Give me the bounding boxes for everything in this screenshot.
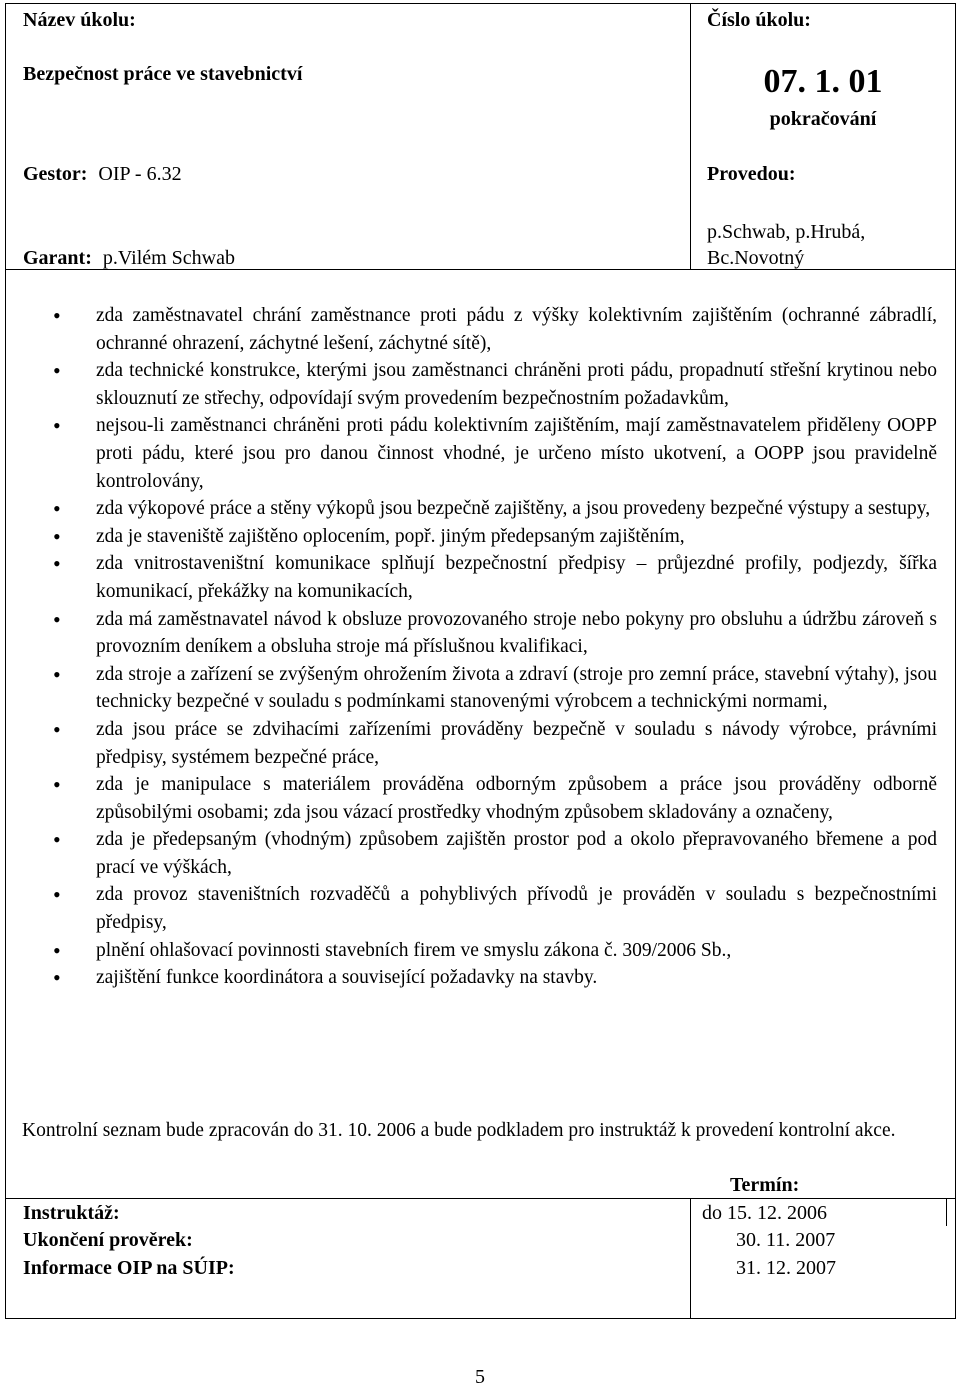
- list-item: • zda stroje a zařízení se zvýšeným ohrožením života a zdraví (stroje pro zemní práce, stavební výtahy), jsou technicky bezpečné v souladu s podmínkami stanovenými výrobcem a technickými normami,: [20, 661, 937, 716]
- list-item: • zda vnitrostaveništní komunikace splňují bezpečnostní předpisy – průjezdné profily, podjezdy, šířka komunikací, překážky na komunikacích,: [20, 550, 937, 605]
- list-item: • zda zaměstnavatel chrání zaměstnance proti pádu z výšky kolektivním zajištěním (ochranné zábradlí, ochranné ohrazení, záchytné lešení, záchytné sítě),: [20, 302, 937, 357]
- performed-label: Provedou:: [707, 163, 796, 185]
- closing-paragraph: Kontrolní seznam bude zpracován do 31. 10. 2006 a bude podkladem pro instruktáž k provedení kontrolní akce.: [22, 1120, 896, 1141]
- list-item: • zda provoz staveništních rozvaděčů a pohyblivých přívodů je prováděn v souladu s bezpečnostními předpisy,: [20, 881, 937, 936]
- list-item: • plnění ohlašovací povinnosti stavebních firem ve smyslu zákona č. 309/2006 Sb.,: [20, 937, 937, 965]
- gestor-value: OIP - 6.32: [98, 163, 182, 185]
- footer-value-instrukce: do 15. 12. 2006: [702, 1202, 827, 1224]
- footer-right-tick: [946, 1198, 947, 1226]
- list-item: • zda technické konstrukce, kterými jsou zaměstnanci chráněni proti pádu, propadnutí střešní krytinou nebo sklouznutí ze střechy, odpovídají svým provedením bezpečnostním požadavkům,: [20, 357, 937, 412]
- footer-label-instrukce: Instruktáž:: [23, 1202, 120, 1224]
- term-label: Termín:: [730, 1174, 800, 1196]
- list-item: • zda je manipulace s materiálem prováděna odborným způsobem a práce jsou prováděny odborně způsobilými osobami; zda jsou vázací prostředky vhodným způsobem skladovány a označeny,: [20, 771, 937, 826]
- task-name-label: Název úkolu:: [23, 9, 136, 31]
- footer-top-rule: [5, 1198, 956, 1199]
- task-number-label: Číslo úkolu:: [707, 9, 811, 31]
- continuation-label: pokračování: [769, 108, 877, 130]
- list-item: • zda je předepsaným (vhodným) způsobem zajištěn prostor pod a okolo přepravovaného břemene a pod prací ve výškách,: [20, 826, 937, 881]
- garant-value: p.Vilém Schwab: [102, 247, 235, 269]
- footer-label-ukonceni: Ukončení prověrek:: [23, 1229, 193, 1251]
- footer-label-informace: Informace OIP na SÚIP:: [23, 1257, 235, 1279]
- task-number: 07. 1. 01: [763, 63, 883, 100]
- performed-line-1: p.Schwab, p.Hrubá,: [707, 221, 866, 243]
- footer-value-informace: 31. 12. 2007: [736, 1257, 836, 1279]
- list-item: • zajištění funkce koordinátora a související požadavky na stavby.: [20, 964, 937, 992]
- task-name: Bezpečnost práce ve stavebnictví: [23, 63, 303, 85]
- garant-row: [23, 246, 235, 270]
- list-item: • zda výkopové práce a stěny výkopů jsou bezpečně zajištěny, a jsou provedeny bezpečné výstupy a sestupy,: [20, 495, 937, 523]
- garant-label: Garant:: [23, 247, 92, 269]
- page-number: 5: [475, 1366, 485, 1388]
- list-item: • zda jsou práce se zdvihacími zařízeními prováděny bezpečně v souladu s návody výrobce, právními předpisy, systémem bezpečné práce,: [20, 716, 937, 771]
- list-item: • nejsou-li zaměstnanci chráněni proti pádu kolektivním zajištěním, mají zaměstnavatelem přiděleny OOPP proti pádu, které jsou pro danou činnost vhodné, je určeno místo ukotvení, a OOPP jsou pravidelně kontrolovány,: [20, 412, 937, 495]
- footer-divider: [690, 1198, 691, 1319]
- list-item: • zda má zaměstnavatel návod k obsluze provozovaného stroje nebo pokyny pro obsluhu a údržbu zároveň s provozním deníkem a obsluha stroje má příslušnou kvalifikaci,: [20, 606, 937, 661]
- footer-value-ukonceni: 30. 11. 2007: [736, 1229, 836, 1251]
- gestor-row: [23, 162, 182, 186]
- performed-line-2: Bc.Novotný: [707, 247, 805, 269]
- list-item: • zda je staveniště zajištěno oplocením, popř. jiným předepsaným zajištěním,: [20, 523, 937, 551]
- checklist: [20, 302, 937, 992]
- header-divider: [690, 3, 691, 270]
- gestor-label: Gestor:: [23, 163, 88, 185]
